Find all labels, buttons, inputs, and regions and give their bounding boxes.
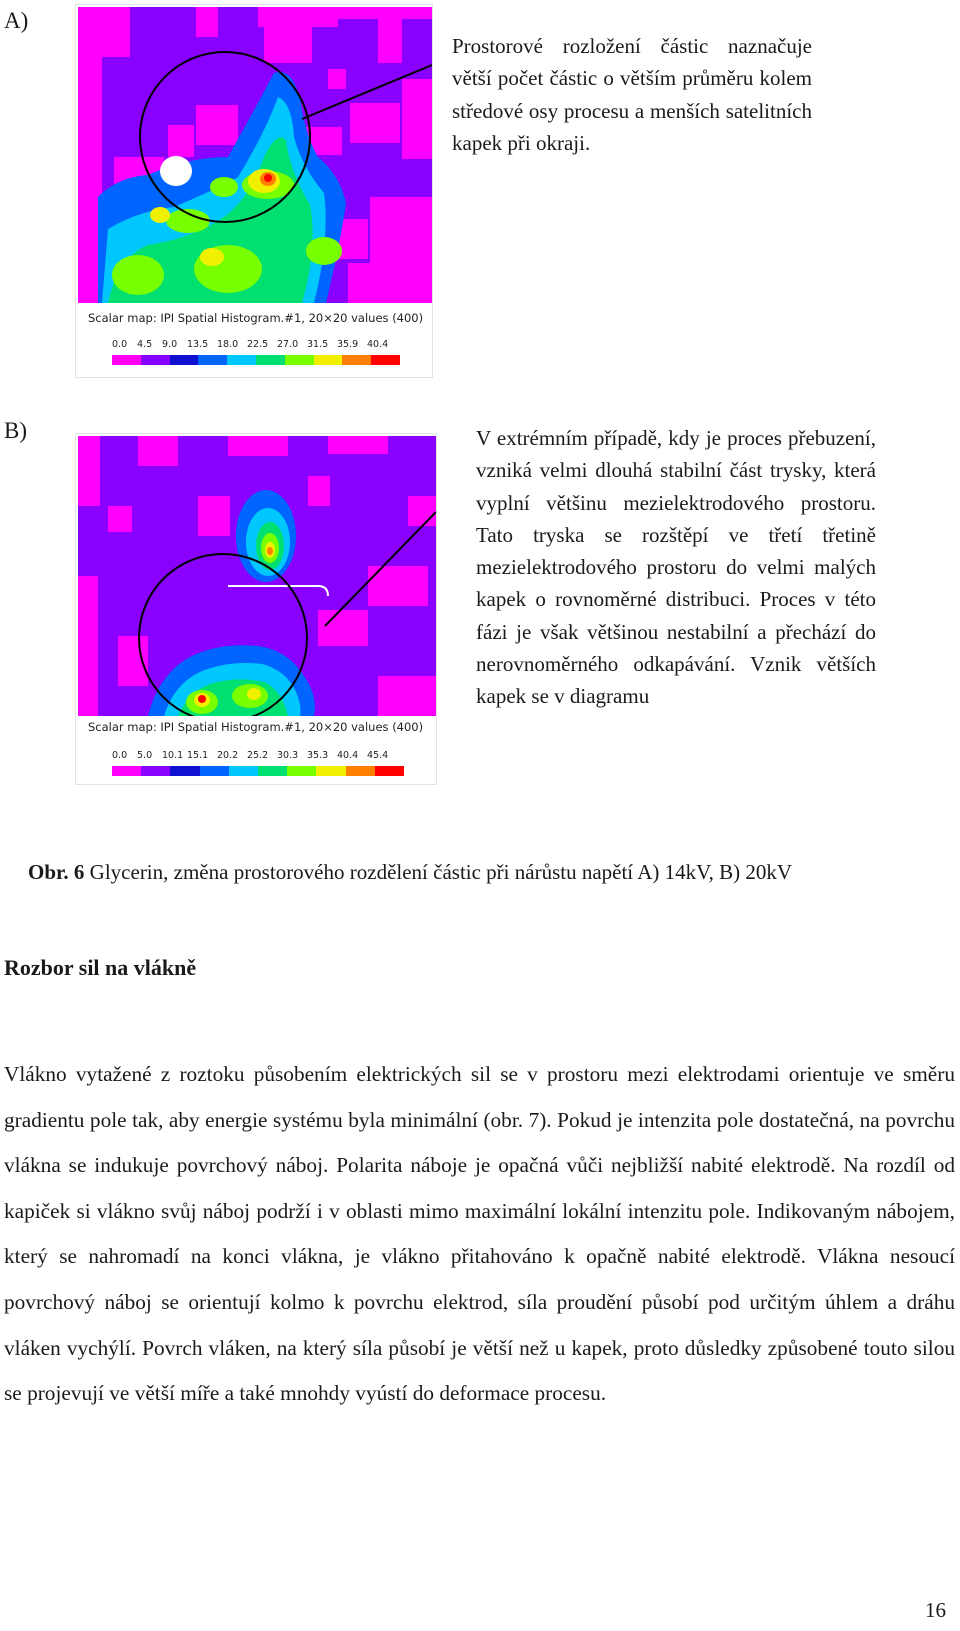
figure-a-tick: 18.0 — [217, 339, 239, 350]
colorbar-swatch — [141, 766, 170, 776]
figure-b-tick: 15.1 — [187, 750, 209, 761]
figure-a-description: Prostorové rozložení částic naznačuje větší počet částic o větším průměru kolem středové osy procesu a menších satelitních kapek při okraji. — [452, 34, 812, 155]
colorbar-swatch — [316, 766, 345, 776]
colorbar-swatch — [227, 355, 256, 365]
figure-b-scalar-title: Scalar map: IPI Spatial Histogram.#1, 20×20 values (400) — [88, 720, 424, 734]
colorbar-swatch — [314, 355, 343, 365]
colorbar-swatch — [371, 355, 400, 365]
figure-caption-text: Glycerin, změna prostorového rozdělení částic při nárůstu napětí A) 14kV, B) 20kV — [84, 860, 793, 884]
figure-b-label: B) — [4, 418, 27, 443]
figure-b-tick: 25.2 — [247, 750, 269, 761]
colorbar-swatch — [258, 766, 287, 776]
colorbar-swatch — [375, 766, 404, 776]
figure-a-tick: 40.4 — [367, 339, 389, 350]
colorbar-swatch — [170, 355, 199, 365]
colorbar-swatch — [141, 355, 170, 365]
body-paragraph: Vlákno vytažené z roztoku působením elektrických sil se v prostoru mezi elektrodami orientuje ve směru gradientu pole tak, aby energie systému byla minimální (obr. 7). Pokud je intenzita pole dostatečná, na povrchu vlákna se indukuje povrchový náboj. Polarita náboje je opačná vůči nejbližší nabité elektrodě. Na rozdíl od kapiček si vlákno svůj náboj podrží i v oblasti mimo maximální lokální intenzitu pole. Indikovaným nábojem, který se nahromadí na konci vlákna, je vlákno přitahováno k opačně nabité elektrodě. Vlákna nesoucí povrchový náboj se orientují kolmo k povrchu elektrod, síla proudění působí pod určitým úhlem a dráhu vláken vychýlí. Povrch vláken, na který síla působí je větší než u kapek, proto důsledky způsobené touto silou se projevují ve větší míře a také mnohdy vyústí do deformace procesu. — [4, 1062, 955, 1406]
figure-b-tick: 35.3 — [307, 750, 329, 761]
figure-a-tick: 35.9 — [337, 339, 359, 350]
figure-a-tick: 22.5 — [247, 339, 269, 350]
figure-a-tick: 0.0 — [112, 339, 128, 350]
figure-b-tick: 10.1 — [162, 750, 184, 761]
colorbar-swatch — [285, 355, 314, 365]
figure-a-label: A) — [4, 8, 29, 33]
figure-b-image — [75, 433, 437, 785]
colorbar-swatch — [200, 766, 229, 776]
figure-b-tick: 40.4 — [337, 750, 359, 761]
figure-b-tick: 5.0 — [137, 750, 153, 761]
figure-a-tick: 27.0 — [277, 339, 299, 350]
figure-b-tick: 30.3 — [277, 750, 299, 761]
figure-b-heatmap — [78, 436, 436, 716]
figure-a-colorbar — [112, 355, 400, 365]
figure-a-tick: 4.5 — [137, 339, 153, 350]
figure-caption-number: Obr. 6 — [28, 860, 85, 884]
figure-a-image — [75, 4, 433, 378]
figure-a-tick: 13.5 — [187, 339, 209, 350]
figure-b-tick: 0.0 — [112, 750, 128, 761]
figure-a-tick-labels — [112, 339, 397, 350]
figure-b-tick: 45.4 — [367, 750, 389, 761]
figure-b-tick-labels — [112, 750, 397, 761]
colorbar-swatch — [287, 766, 316, 776]
figure-a-heatmap — [78, 7, 432, 303]
colorbar-swatch — [112, 766, 141, 776]
figure-b-colorbar — [112, 766, 404, 776]
colorbar-swatch — [256, 355, 285, 365]
figure-b-tick: 20.2 — [217, 750, 239, 761]
colorbar-swatch — [198, 355, 227, 365]
figure-b-description: V extrémním případě, kdy je proces přebuzení, vzniká velmi dlouhá stabilní část trysky, která vyplní většinu mezielektrodového prostoru. Tato tryska se rozštěpí ve třetí třetině mezielektrodového prostoru do velmi malých kapek o rovnoměrné distribuci. Proces v této fázi je však většinou nestabilní a přechází do nerovnoměrného odkapávání. Vznik větších kapek se v diagramu — [476, 426, 876, 709]
figure-a-tick: 9.0 — [162, 339, 178, 350]
figure-a-tick: 31.5 — [307, 339, 329, 350]
figure-caption — [28, 860, 948, 885]
colorbar-swatch — [342, 355, 371, 365]
colorbar-swatch — [346, 766, 375, 776]
colorbar-swatch — [112, 355, 141, 365]
section-heading: Rozbor sil na vlákně — [4, 955, 197, 980]
colorbar-swatch — [170, 766, 199, 776]
figure-a-scalar-title: Scalar map: IPI Spatial Histogram.#1, 20×20 values (400) — [88, 311, 424, 325]
colorbar-swatch — [229, 766, 258, 776]
page-number: 16 — [925, 1598, 946, 1622]
